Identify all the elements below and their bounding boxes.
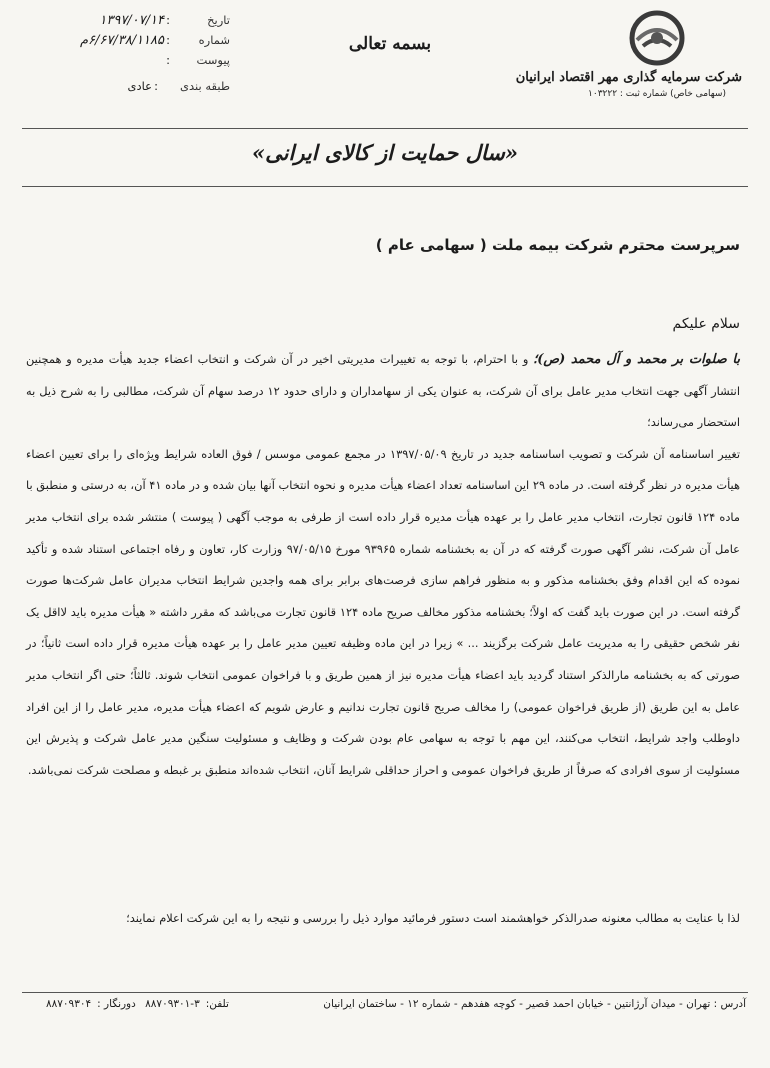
- paragraph-closing: لذا با عنایت به مطالب معنونه صدرالذکر خواهشمند است دستور فرمائید موارد ذیل را بررسی و نتیجه را به این شرکت اعلام نمایند؛: [126, 911, 740, 925]
- classification-value: عادی: [127, 79, 152, 93]
- intro-text: و با احترام، با توجه به تغییرات مدیریتی اخیر در آن شرکت و انتخاب اعضاء جدید هیأت مدیره و همچنین انتشار آگهی جهت انتخاب مدیر عامل برای آن شرکت، به عنوان یکی از سهامداران و دارای حدود ۱۲ درصد سهام آن شرکت، مطالبی را به شرح ذیل به استحضار می‌رساند؛: [26, 352, 741, 430]
- number-row: شماره : ۶/۶۷/۳۸/۱۱۸۵م: [79, 32, 230, 48]
- addressee: سرپرست محترم شرکت بیمه ملت ( سهامی عام ): [375, 236, 740, 254]
- classification-label: طبقه بندی: [180, 79, 230, 93]
- footer-divider: [22, 992, 748, 993]
- fax-label: دورنگار :: [97, 998, 136, 1010]
- letter-meta: [40, 10, 230, 96]
- attachment-label: پیوست: [196, 53, 230, 67]
- footer-address: آدرس : تهران - میدان آرژانتین - خیابان احمد قصیر - کوچه هفدهم - شماره ۱۲ - ساختمان ایرانیان: [323, 998, 746, 1010]
- date-row: تاریخ : ۱۳۹۷/۰۷/۱۴: [99, 12, 230, 28]
- header-divider: [22, 128, 748, 129]
- classification-row: طبقه بندی : عادی: [127, 79, 230, 93]
- company-header: [515, 10, 742, 99]
- letter-body: [26, 344, 740, 786]
- fax-value: ۸۸۷۰۹۳۰۴: [46, 998, 92, 1010]
- phone-label: تلفن:: [205, 998, 229, 1010]
- number-label: شماره: [198, 33, 230, 47]
- letter-footer: [40, 998, 746, 1010]
- date-label: تاریخ: [207, 13, 230, 27]
- year-slogan: «سال حمایت از کالای ایرانی»: [252, 140, 518, 165]
- phone-value: ۳-۸۸۷۰۹۳۰۱: [145, 998, 200, 1010]
- greeting: سلام علیکم: [672, 316, 740, 332]
- paragraph-main: تغییر اساسنامه آن شرکت و تصویب اساسنامه جدید در تاریخ ۱۳۹۷/۰۵/۰۹ در مجمع عمومی موسس / فوق العاده شرایط ویژه‌ای را برای تعیین اعضاء هیأت مدیره در نظر گرفته است. در ماده ۲۹ این اساسنامه تعداد اعضاء هیأت مدیره و نحوه انتخاب آنها بیان شده و در ماده ۴۱ آن، به درستی و منطبق با ماده ۱۲۴ قانون تجارت، انتخاب مدیر عامل را بر عهده هیأت مدیره قرار داده است از طرفی به موجب آگهی ( پیوست ) منتشر شده برای انتخاب مدیر عامل آن شرکت، نشر آگهی صورت گرفته که در آن به بخشنامه شماره ۹۳۹۶۵ مورخ ۹۷/۰۵/۱۵ وزارت کار، تعاون و رفاه اجتماعی استناد شده و تأکید نموده که این اقدام وفق بخشنامه مذکور و به منظور فراهم سازی فرصت‌های برابر برای همه واجدین شرایط انتخاب مدیران عامل شرکت‌ها صورت گرفته است. در این صورت باید گفت که اولاً؛ بخشنامه مذکور مخالف صریح ماده ۱۲۴ قانون تجارت می‌باشد که مقرر داشته « هیأت مدیره باید لااقل یک نفر شخص حقیقی را به مدیریت عامل شرکت برگزیند ... » زیرا در این ماده وظیفه تعیین مدیر عامل را بر عهده هیأت مدیره قرار داده است ثانیاً؛ در صورتی که به بخشنامه مارالذکر استناد گردید باید اعضاء هیأت مدیره نیز از همین طریق و با فراخوان عمومی انتخاب شوند. ثالثاً؛ حتی اگر انتخاب مدیر عامل به این طریق (از طریق فراخوان عمومی) را مخالف صریح قانون تجارت ندانیم و عارض شویم که اعضاء هیأت مدیره، مدیر عامل را از این افراد داوطلب واجد شرایط، انتخاب می‌کنند، این مهم با توجه به سهامی عام بودن شرکت و وظایف و مسئولیت سنگین مدیر عامل شرکت و پذیرش این مسئولیت از سوی افرادی که صرفاً از طریق فراخوان عمومی و احراز حداقلی شرایط آنان، انتخاب شده‌اند منطبق بر غبطه و مصلحت شرکت نمی‌باشد.: [26, 446, 741, 777]
- salawat: با صلوات بر محمد و آل محمد (ص)؛: [533, 352, 740, 367]
- slogan-divider: [22, 186, 748, 187]
- number-value: ۶/۶۷/۳۸/۱۱۸۵م: [79, 32, 164, 48]
- footer-contacts: [40, 998, 229, 1010]
- attachment-row: پیوست :: [166, 53, 230, 67]
- company-logo-icon: [629, 10, 685, 66]
- date-value: ۱۳۹۷/۰۷/۱۴: [99, 12, 164, 28]
- company-registration: (سهامی خاص) شماره ثبت : ۱۰۳۲۲۲: [588, 89, 726, 99]
- basmala: بسمه تعالی: [348, 34, 432, 54]
- company-name: شرکت سرمایه گذاری مهر اقتصاد ایرانیان: [515, 70, 742, 85]
- paragraph-intro: [26, 344, 740, 439]
